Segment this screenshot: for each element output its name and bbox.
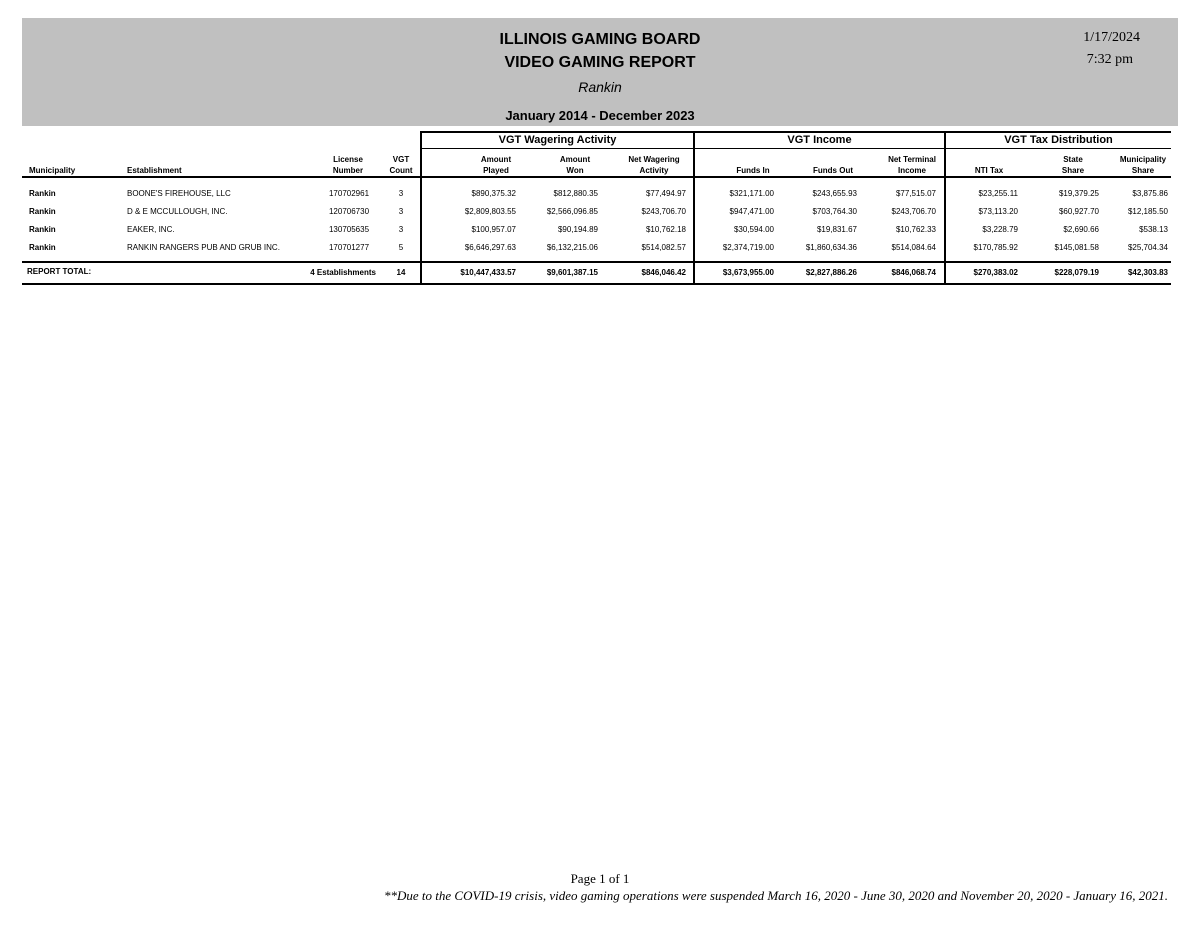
- col-funds-in: Funds In: [736, 166, 770, 175]
- col-net-terminal-income: [872, 154, 952, 176]
- col-establishment: Establishment: [127, 166, 182, 175]
- cell-nti-tax: $73,113.20: [978, 207, 1018, 216]
- covid-footnote: **Due to the COVID-19 crisis, video gaming operations were suspended March 16, 2020 - June 30, 2020 and November 20, 2020 - January 16, 2021.: [384, 888, 1168, 903]
- cell-vgt: 3: [398, 225, 404, 234]
- header-bottom-line: [22, 176, 1171, 178]
- cell-net-wager: $10,762.18: [645, 225, 686, 234]
- col-state-line1: State: [1063, 155, 1083, 164]
- report-header-banner: [22, 18, 1178, 126]
- total-top-line: [22, 261, 1171, 263]
- col-won-line2: Won: [566, 166, 584, 175]
- col-vgt-line2: Count: [389, 166, 413, 175]
- total-net-wager: $846,046.42: [641, 268, 686, 277]
- total-played: $10,447,433.57: [460, 268, 516, 277]
- cell-license: 130705635: [328, 225, 370, 234]
- report-time: 7:32 pm: [1086, 52, 1133, 67]
- cell-net-wager: $77,494.97: [645, 189, 686, 198]
- cell-license: 120706730: [328, 207, 370, 216]
- cell-state: $145,081.58: [1054, 243, 1099, 252]
- col-state-line2: Share: [1061, 166, 1085, 175]
- cell-won: $812,880.35: [553, 189, 598, 198]
- group-subline: [421, 148, 1171, 149]
- col-vgt-line1: VGT: [392, 155, 410, 164]
- cell-nti: $77,515.07: [895, 189, 936, 198]
- total-funds-in: $3,673,955.00: [722, 268, 774, 277]
- cell-nti-tax: $3,228.79: [982, 225, 1018, 234]
- cell-nti: $243,706.70: [891, 207, 936, 216]
- cell-municipality: Rankin: [29, 225, 56, 234]
- cell-establishment: BOONE'S FIREHOUSE, LLC: [127, 189, 231, 198]
- col-municipality: Municipality: [29, 166, 76, 175]
- col-muni-line2: Share: [1131, 166, 1155, 175]
- col-net-wagering: [618, 154, 690, 176]
- group-vgt-income: VGT Income: [787, 134, 852, 146]
- col-muni-line1: Municipality: [1119, 155, 1167, 164]
- cell-municipality: Rankin: [29, 189, 56, 198]
- cell-played: $890,375.32: [471, 189, 516, 198]
- col-played-line2: Played: [483, 166, 509, 175]
- col-won-line1: Amount: [559, 155, 591, 164]
- total-vgt: 14: [396, 268, 406, 277]
- total-bottom-line: [22, 283, 1171, 285]
- cell-establishment: D & E MCCULLOUGH, INC.: [127, 207, 228, 216]
- col-nti-tax: NTI Tax: [974, 166, 1004, 175]
- cell-net-wager: $243,706.70: [641, 207, 686, 216]
- cell-played: $100,957.07: [471, 225, 516, 234]
- report-subtitle: VIDEO GAMING REPORT: [504, 54, 696, 71]
- col-amount-won: [540, 154, 610, 176]
- cell-license: 170701277: [328, 243, 370, 252]
- col-netwager-line1: Net Wagering: [628, 155, 680, 164]
- cell-funds-in: $2,374,719.00: [722, 243, 774, 252]
- cell-muni: $25,704.34: [1127, 243, 1168, 252]
- cell-state: $2,690.66: [1063, 225, 1099, 234]
- col-license: [318, 154, 378, 176]
- total-state-share: $228,079.19: [1054, 268, 1099, 277]
- total-nti-tax: $270,383.02: [973, 268, 1018, 277]
- col-netwager-line2: Activity: [639, 166, 669, 175]
- col-funds-out: Funds Out: [813, 166, 853, 175]
- report-title: ILLINOIS GAMING BOARD: [499, 31, 701, 48]
- group-wagering-activity: VGT Wagering Activity: [498, 134, 617, 146]
- cell-funds-in: $321,171.00: [729, 189, 774, 198]
- cell-muni: $538.13: [1139, 225, 1168, 234]
- cell-municipality: Rankin: [29, 243, 56, 252]
- report-date: 1/17/2024: [1083, 30, 1140, 45]
- cell-funds-in: $30,594.00: [733, 225, 774, 234]
- total-establishments: 4 Establishments: [310, 268, 376, 277]
- col-vgt-count: [381, 154, 421, 176]
- col-state-share: [1040, 154, 1106, 176]
- cell-muni: $3,875.86: [1132, 189, 1168, 198]
- cell-funds-out: $703,764.30: [812, 207, 857, 216]
- cell-funds-in: $947,471.00: [729, 207, 774, 216]
- total-nti: $846,068.74: [891, 268, 936, 277]
- cell-vgt: 3: [398, 207, 404, 216]
- total-won: $9,601,387.15: [546, 268, 598, 277]
- cell-municipality: Rankin: [29, 207, 56, 216]
- report-municipality: Rankin: [578, 79, 622, 95]
- cell-funds-out: $1,860,634.36: [805, 243, 857, 252]
- col-license-line1: License: [333, 155, 363, 164]
- cell-state: $19,379.25: [1058, 189, 1099, 198]
- col-nti-line1: Net Terminal: [888, 155, 936, 164]
- cell-played: $6,646,297.63: [464, 243, 516, 252]
- total-label: REPORT TOTAL:: [27, 267, 92, 276]
- cell-license: 170702961: [328, 189, 370, 198]
- page-number: Page 1 of 1: [570, 871, 630, 886]
- col-amount-played: [460, 154, 532, 176]
- group-tax-distribution: VGT Tax Distribution: [1004, 134, 1113, 146]
- cell-state: $60,927.70: [1058, 207, 1099, 216]
- col-played-line1: Amount: [480, 155, 512, 164]
- col-municipality-share: [1112, 154, 1174, 176]
- cell-funds-out: $19,831.67: [816, 225, 857, 234]
- cell-vgt: 3: [398, 189, 404, 198]
- cell-funds-out: $243,655.93: [812, 189, 857, 198]
- group-header-line: [421, 131, 1171, 133]
- cell-nti: $514,084.64: [891, 243, 936, 252]
- total-funds-out: $2,827,886.26: [805, 268, 857, 277]
- cell-vgt: 5: [398, 243, 404, 252]
- col-license-line2: Number: [332, 166, 364, 175]
- cell-net-wager: $514,082.57: [641, 243, 686, 252]
- cell-won: $90,194.89: [557, 225, 598, 234]
- report-period: January 2014 - December 2023: [505, 108, 695, 123]
- col-nti-line2: Income: [897, 166, 926, 175]
- cell-muni: $12,185.50: [1127, 207, 1168, 216]
- total-muni-share: $42,303.83: [1127, 268, 1168, 277]
- cell-won: $6,132,215.06: [546, 243, 598, 252]
- cell-nti: $10,762.33: [895, 225, 936, 234]
- cell-establishment: EAKER, INC.: [127, 225, 175, 234]
- cell-nti-tax: $23,255.11: [978, 189, 1018, 198]
- cell-won: $2,566,096.85: [546, 207, 598, 216]
- cell-played: $2,809,803.55: [464, 207, 516, 216]
- cell-establishment: RANKIN RANGERS PUB AND GRUB INC.: [127, 243, 280, 252]
- cell-nti-tax: $170,785.92: [973, 243, 1018, 252]
